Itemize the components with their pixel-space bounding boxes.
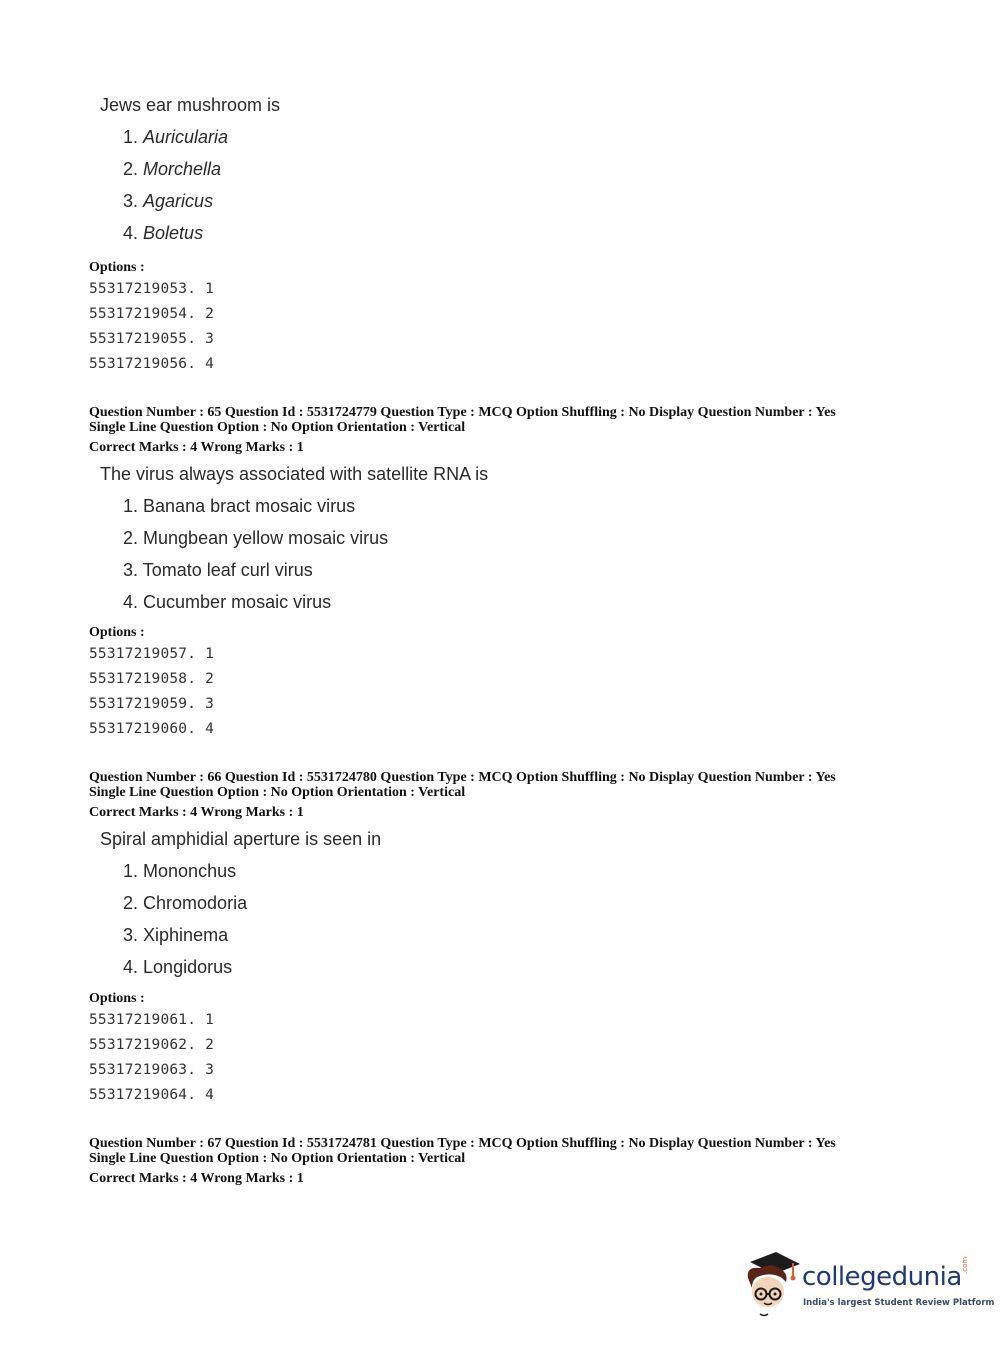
option-id-2: 55317219054. 2 [89, 306, 215, 322]
question-meta-line1: Question Number : 65 Question Id : 5531724779 Question Type : MCQ Option Shuffling : No Display Question Number : Yes [89, 405, 836, 420]
choice-number: 4. [123, 223, 139, 243]
logo-suffix: .com [961, 1256, 969, 1274]
question-meta-line2: Single Line Question Option : No Option Orientation : Vertical [89, 785, 466, 800]
mascot-icon [742, 1248, 802, 1318]
option-id-2: 55317219062. 2 [89, 1037, 215, 1053]
question-text: Jews ear mushroom is [100, 95, 281, 115]
question-meta-line1: Question Number : 66 Question Id : 5531724780 Question Type : MCQ Option Shuffling : No Display Question Number : Yes [89, 770, 836, 785]
choice-2 [123, 528, 388, 549]
choice-label: Cucumber mosaic virus [143, 592, 332, 612]
option-id-3: 55317219063. 3 [89, 1062, 215, 1078]
question-marks: Correct Marks : 4 Wrong Marks : 1 [89, 805, 304, 820]
option-id-4: 55317219056. 4 [89, 356, 215, 372]
choice-3 [123, 560, 313, 581]
choice-1 [123, 861, 236, 882]
option-id-3: 55317219055. 3 [89, 331, 215, 347]
options-heading: Options : [89, 260, 145, 275]
choice-1 [123, 496, 355, 517]
choice-number: 2. [123, 159, 139, 179]
choice-1 [123, 127, 228, 148]
choice-number: 4. [123, 592, 139, 612]
choice-label: Longidorus [143, 957, 233, 977]
choice-label: Agaricus [143, 191, 214, 211]
choice-number: 2. [123, 528, 139, 548]
options-heading: Options : [89, 625, 145, 640]
choice-4 [123, 957, 232, 978]
options-heading: Options : [89, 991, 145, 1006]
choice-label: Tomato leaf curl virus [142, 560, 313, 580]
question-meta-line2: Single Line Question Option : No Option Orientation : Vertical [89, 420, 466, 435]
question-text: The virus always associated with satellite RNA is [100, 464, 489, 484]
question-text: Spiral amphidial aperture is seen in [100, 829, 382, 849]
option-id-3: 55317219059. 3 [89, 696, 215, 712]
choice-number: 3. [123, 925, 139, 945]
choice-number: 1. [123, 127, 139, 147]
choice-3 [123, 191, 213, 212]
choice-4 [123, 223, 203, 244]
choice-label: Mungbean yellow mosaic virus [143, 528, 389, 548]
choice-label: Mononchus [143, 861, 237, 881]
choice-3 [123, 925, 228, 946]
logo-brand: collegedunia [802, 1262, 962, 1292]
option-id-1: 55317219057. 1 [89, 646, 215, 662]
question-meta-line2: Single Line Question Option : No Option Orientation : Vertical [89, 1151, 466, 1166]
logo-tagline: India's largest Student Review Platform [803, 1298, 995, 1308]
choice-2 [123, 159, 221, 180]
choice-2 [123, 893, 247, 914]
question-marks: Correct Marks : 4 Wrong Marks : 1 [89, 1171, 304, 1186]
option-id-1: 55317219053. 1 [89, 281, 215, 297]
option-id-2: 55317219058. 2 [89, 671, 215, 687]
choice-label: Morchella [143, 159, 222, 179]
option-id-4: 55317219060. 4 [89, 721, 215, 737]
choice-number: 1. [123, 861, 139, 881]
collegedunia-logo [742, 1248, 995, 1318]
option-id-1: 55317219061. 1 [89, 1012, 215, 1028]
choice-number: 2. [123, 893, 139, 913]
choice-number: 4. [123, 957, 139, 977]
choice-4 [123, 592, 331, 613]
question-meta-line1: Question Number : 67 Question Id : 5531724781 Question Type : MCQ Option Shuffling : No Display Question Number : Yes [89, 1136, 836, 1151]
choice-label: Banana bract mosaic virus [143, 496, 356, 516]
choice-label: Boletus [143, 223, 204, 243]
choice-label: Chromodoria [143, 893, 248, 913]
option-id-4: 55317219064. 4 [89, 1087, 215, 1103]
question-marks: Correct Marks : 4 Wrong Marks : 1 [89, 440, 304, 455]
choice-label: Auricularia [143, 127, 229, 147]
choice-label: Xiphinema [143, 925, 229, 945]
choice-number: 3. [123, 191, 139, 211]
choice-number: 1. [123, 496, 139, 516]
choice-number: 3. [123, 560, 139, 580]
